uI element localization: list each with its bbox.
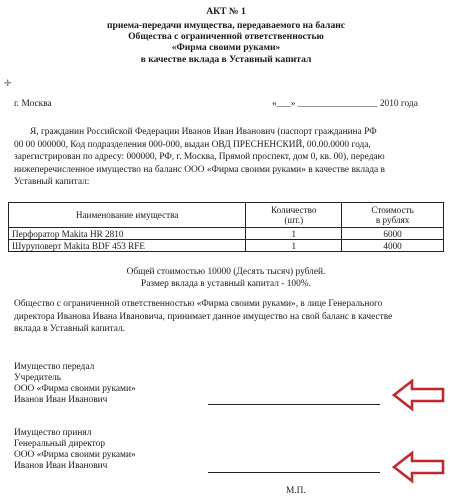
item-name: Перфоратор Makita HR 2810	[9, 228, 246, 240]
total-cost: Общей стоимостью 10000 (Десять тысяч) рублей.	[126, 267, 326, 277]
intro-line-2: 00 00 000000, Код подразделения 000-000, выдан ОВД ПРЕСНЕНСКИЙ, 00.00.0000 года,	[14, 139, 371, 150]
received-signature-line	[208, 472, 380, 473]
item-qty: 1	[246, 228, 342, 240]
intro-line-3: зарегистрирован по адресу: 000000, РФ, г. Москва, Прямой проспект, дом 0, кв. 00), передаю	[14, 152, 385, 163]
transferred-company: ООО «Фирма своими руками»	[14, 384, 136, 394]
intro-paragraph	[14, 126, 440, 189]
table-row	[9, 240, 444, 252]
transferred-signature-line	[208, 404, 380, 405]
doc-subtitle-2: Общества с ограниченной ответственностью	[128, 31, 324, 42]
acceptance-paragraph	[14, 298, 440, 336]
intro-line-1: Я, гражданин Российской Федерации Иванов Иван Иванович (паспорт гражданина РФ	[30, 127, 377, 137]
item-qty: 1	[246, 240, 342, 252]
col-cost-header	[342, 203, 444, 228]
stamp-place: М.П.	[286, 486, 306, 496]
col-qty-header	[246, 203, 342, 228]
intro-line-4: нижеперечисленное имущество на баланс ООО «Фирма своими руками» в качестве вклада в	[14, 164, 385, 175]
doc-subtitle-3: «Фирма своими руками»	[171, 42, 281, 53]
table-move-handle-icon[interactable]: ✛	[4, 79, 12, 89]
acceptance-line-3: вклада в Уставный капитал.	[14, 324, 125, 335]
intro-line-5: Уставный капитал:	[14, 177, 90, 188]
doc-title: АКТ № 1	[206, 6, 246, 17]
item-name: Шуруповерт Makita BDF 453 RFE	[9, 240, 246, 252]
received-company: ООО «Фирма своими руками»	[14, 450, 136, 460]
acceptance-line-1: Общество с ограниченной ответственностью «Фирма своими руками», в лице Генерального	[14, 299, 383, 309]
col-qty-label: Количество	[270, 205, 317, 215]
place: г. Москва	[14, 99, 52, 109]
col-name-header: Наименование имущества	[9, 203, 246, 228]
received-person: Иванов Иван Иванович	[14, 461, 108, 471]
table-row	[9, 228, 444, 240]
received-label: Имущество принял	[14, 428, 92, 438]
property-table	[8, 202, 444, 252]
transferred-person: Иванов Иван Иванович	[14, 395, 108, 405]
arrow-left-icon	[392, 450, 446, 484]
doc-subtitle-4: в качестве вклада в Уставный капитал	[140, 54, 312, 65]
acceptance-line-2: директора Иванова Ивана Ивановича, принимает данное имущество на свой баланс в качестве	[14, 311, 393, 322]
date: «___» _________________ 2010 года	[272, 99, 418, 109]
contribution-share: Размер вклада в уставный капитал - 100%.	[141, 279, 311, 289]
doc-subtitle-1: приема-передачи имущества, передаваемого на баланс	[106, 20, 346, 31]
col-cost-unit: в рублях	[375, 215, 410, 225]
transferred-label: Имущество передал	[14, 362, 95, 372]
received-role: Генеральный директор	[14, 439, 106, 449]
item-cost: 4000	[342, 240, 444, 252]
table-header-row	[9, 203, 444, 228]
transferred-role: Учредитель	[14, 373, 62, 383]
arrow-left-icon	[392, 378, 446, 412]
col-qty-unit: (шт.)	[284, 215, 304, 225]
col-cost-label: Стоимость	[371, 205, 414, 215]
item-cost: 6000	[342, 228, 444, 240]
